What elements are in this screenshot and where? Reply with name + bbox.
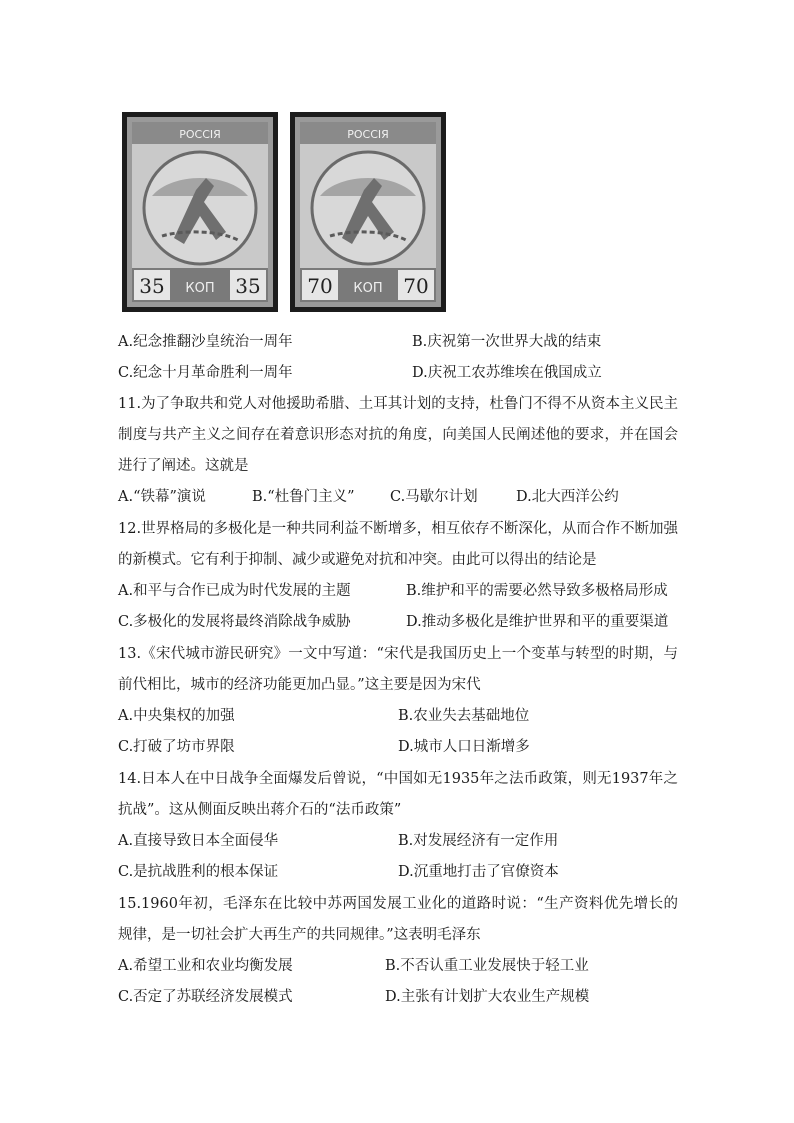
stamp-unit: КОП — [353, 281, 383, 296]
q11-option-c[interactable]: C.马歇尔计划 — [390, 489, 478, 505]
stamp-country: РОССIЯ — [347, 128, 389, 141]
q13-option-b[interactable]: B.农业失去基础地位 — [398, 708, 530, 724]
q10-option-d[interactable]: D.庆祝工农苏维埃在俄国成立 — [412, 365, 602, 381]
stamp-value-left: 70 — [307, 274, 333, 298]
q12-option-d[interactable]: D.推动多极化是维护世界和平的重要渠道 — [406, 614, 669, 630]
q11-stem: 11.为了争取共和党人对他援助希腊、土耳其计划的支持，杜鲁门不得不从资本主义民主制度与共产主义之间存在着意识形态对抗的角度，向美国人民阐述他的要求，并在国会进行了阐述。这就是 — [118, 396, 678, 474]
q13-stem: 13.《宋代城市游民研究》一文中写道：“宋代是我国历史上一个变革与转型的时期，与前代相比，城市的经济功能更加凸显。”这主要是因为宋代 — [118, 646, 678, 693]
q10-option-b[interactable]: B.庆祝第一次世界大战的结束 — [412, 334, 602, 350]
q15-option-b[interactable]: B.不否认重工业发展快于轻工业 — [385, 958, 589, 974]
q13-option-c[interactable]: C.打破了坊市界限 — [118, 739, 235, 755]
q14-option-d[interactable]: D.沉重地打击了官僚资本 — [398, 864, 559, 880]
q14-option-c[interactable]: C.是抗战胜利的根本保证 — [118, 864, 279, 880]
q12-option-a[interactable]: A.和平与合作已成为时代发展的主题 — [118, 583, 351, 599]
stamp-value-right: 35 — [235, 274, 261, 298]
q12-stem: 12.世界格局的多极化是一种共同利益不断增多，相互依存不断深化，从而合作不断加强的新模式。它有利于抑制、减少或避免对抗和冲突。由此可以得出的结论是 — [118, 521, 678, 568]
q15-option-a[interactable]: A.希望工业和农业均衡发展 — [118, 958, 293, 974]
q11-option-d[interactable]: D.北大西洋公约 — [516, 489, 619, 505]
stamp-35-kop-image — [122, 112, 278, 312]
stamp-value-left: 35 — [139, 274, 165, 298]
q14-stem: 14.日本人在中日战争全面爆发后曾说，“中国如无1935年之法币政策，则无1937年之抗战”。这从侧面反映出蒋介石的“法币政策” — [118, 771, 678, 818]
q14-option-a[interactable]: A.直接导致日本全面侵华 — [118, 833, 279, 849]
stamp-70-kop — [290, 112, 446, 312]
stamp-35-kop — [122, 112, 278, 312]
q11-option-a[interactable]: A.“铁幕”演说 — [118, 489, 206, 505]
stamp-unit: КОП — [185, 281, 215, 296]
q10-option-c[interactable]: C.纪念十月革命胜利一周年 — [118, 365, 293, 381]
stamp-country: РОССIЯ — [179, 128, 221, 141]
q15-stem: 15.1960年初，毛泽东在比较中苏两国发展工业化的道路时说：“生产资料优先增长的规律，是一切社会扩大再生产的共同规律。”这表明毛泽东 — [118, 896, 678, 943]
q13-option-d[interactable]: D.城市人口日渐增多 — [398, 739, 530, 755]
q13-option-a[interactable]: A.中央集权的加强 — [118, 708, 235, 724]
stamp-images — [122, 112, 446, 312]
q12-option-c[interactable]: C.多极化的发展将最终消除战争威胁 — [118, 614, 351, 630]
stamp-70-kop-image — [290, 112, 446, 312]
q10-option-a[interactable]: A.纪念推翻沙皇统治一周年 — [118, 334, 293, 350]
q15-option-c[interactable]: C.否定了苏联经济发展模式 — [118, 989, 293, 1005]
q11-option-b[interactable]: B.“杜鲁门主义” — [252, 489, 355, 505]
q14-option-b[interactable]: B.对发展经济有一定作用 — [398, 833, 559, 849]
stamp-value-right: 70 — [403, 274, 429, 298]
q15-option-d[interactable]: D.主张有计划扩大农业生产规模 — [385, 989, 590, 1005]
q12-option-b[interactable]: B.维护和平的需要必然导致多极格局形成 — [406, 583, 668, 599]
